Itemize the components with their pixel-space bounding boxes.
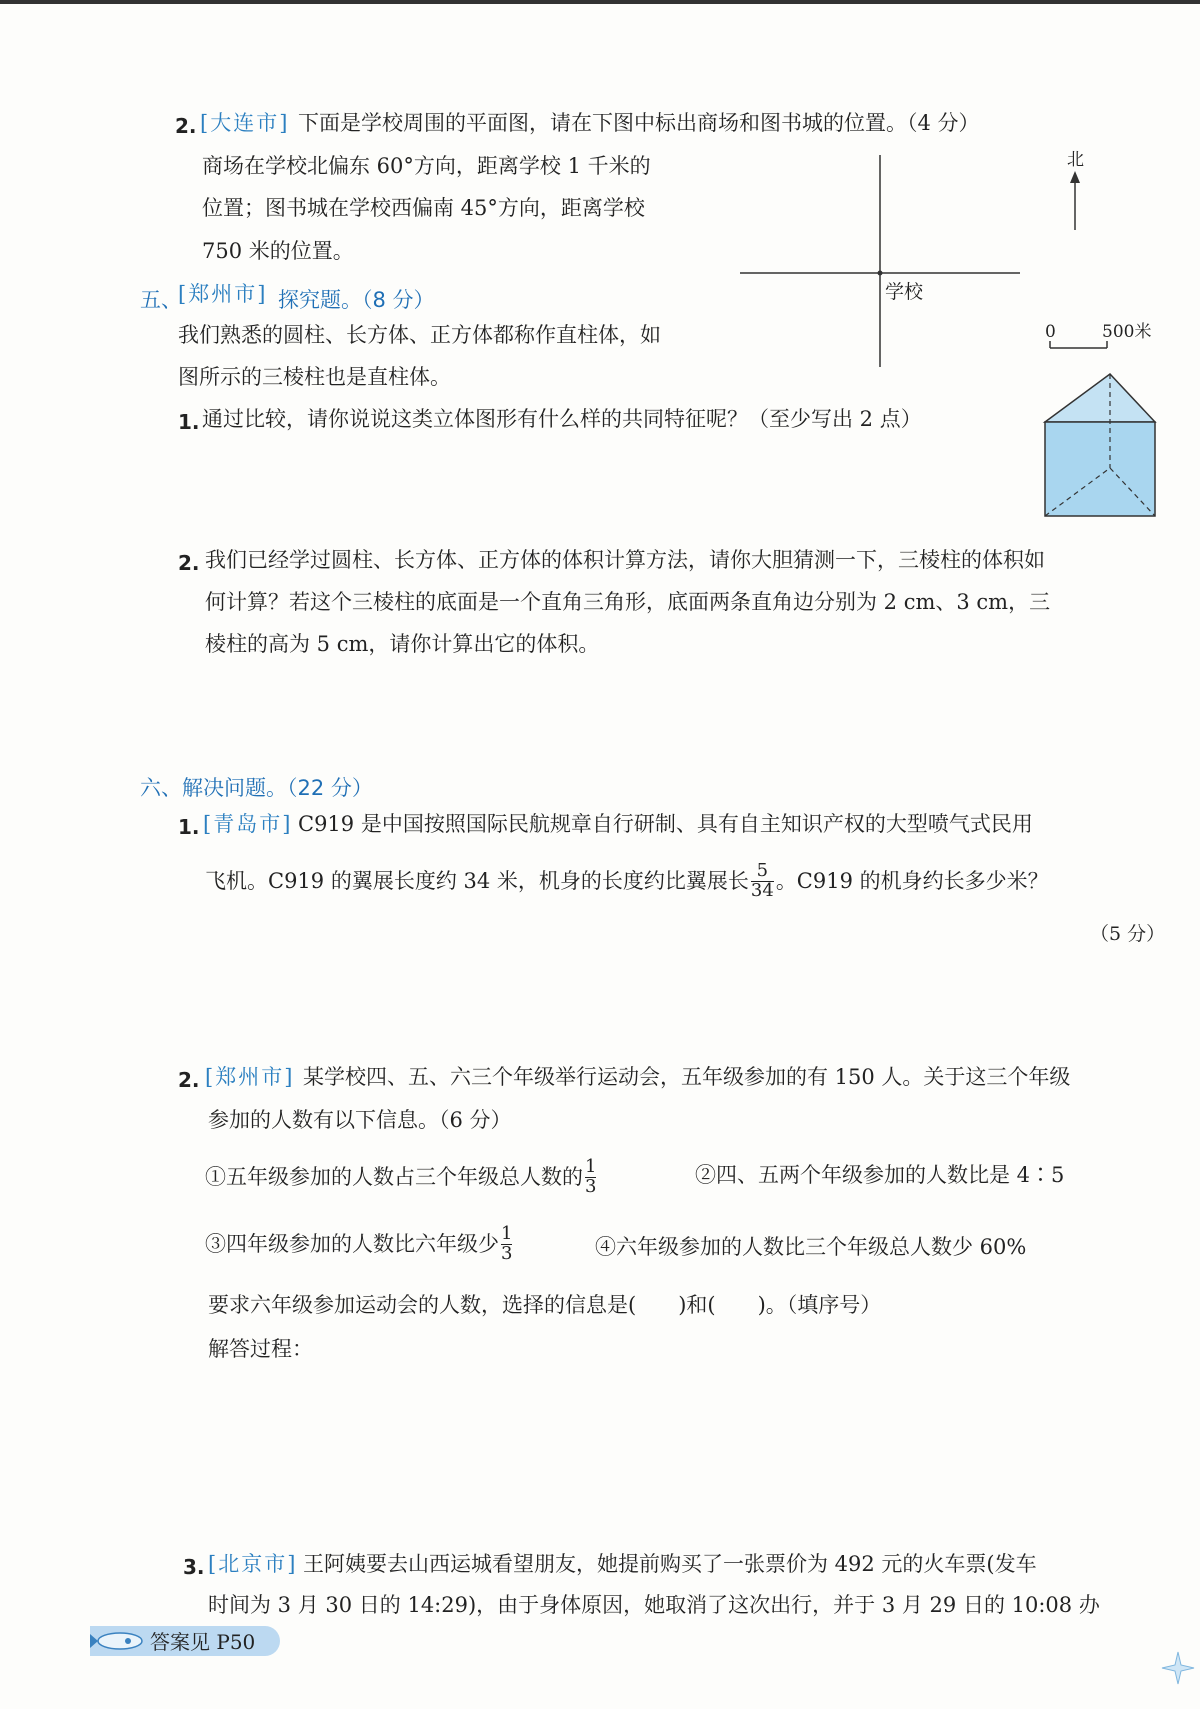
answer-reference: 答案见 P50	[150, 1630, 256, 1654]
question-number: 2.	[175, 114, 197, 138]
school-map	[735, 145, 1155, 375]
north-label: 北	[1067, 150, 1084, 170]
question-text: 王阿姨要去山西运城看望朋友，她提前购买了一张票价为 492 元的火车票(发车	[303, 1552, 1037, 1576]
question-number: 2.	[178, 1068, 200, 1092]
score: （5 分）	[1090, 923, 1166, 945]
question-number: 1.	[178, 410, 200, 434]
question-text: 时间为 3 月 30 日的 14:29)，由于身体原因，她取消了这次出行，并于 3 月 29 日的 10:08 办	[208, 1593, 1100, 1617]
question-text: C919 是中国按照国际民航规章自行研制、具有自主知识产权的大型喷气式民用	[298, 812, 1033, 836]
question-number: 2.	[178, 551, 200, 575]
school-label: 学校	[885, 281, 924, 303]
city-tag: [ 郑州市 ]	[178, 284, 267, 305]
intro-line: 图所示的三棱柱也是直柱体。	[178, 365, 451, 389]
scale-zero: 0	[1045, 322, 1056, 342]
city-tag: [ 大连市 ]	[200, 113, 289, 134]
question-line: 750 米的位置。	[202, 239, 354, 263]
question-text: 棱柱的高为 5 cm，请你计算出它的体积。	[205, 632, 600, 656]
question-text: 我们已经学过圆柱、长方体、正方体的体积计算方法，请你大胆猜测一下，三棱柱的体积如	[205, 548, 1045, 572]
info-2: ②四、五两个年级参加的人数比是 4∶5	[695, 1163, 1065, 1187]
question-number: 1.	[178, 815, 200, 839]
fraction: $\frac{5}{34}$	[750, 860, 774, 901]
question-number: 3.	[183, 1555, 205, 1579]
rocket-icon	[90, 1628, 150, 1654]
scale-label: 500米	[1102, 322, 1152, 342]
question-text: 通过比较，请你说说这类立体图形有什么样的共同特征呢？（至少写出 2 点）	[202, 407, 922, 431]
info-1: ①五年级参加的人数占三个年级总人数的 $\frac{1}{3}$	[205, 1156, 597, 1197]
intro-line: 我们熟悉的圆柱、长方体、正方体都称作直柱体，如	[178, 323, 661, 347]
info-3: ③四年级参加的人数比六年级少 $\frac{1}{3}$	[205, 1223, 513, 1264]
question-text: 何计算？若这个三棱柱的底面是一个直角三角形，底面两条直角边分别为 2 cm、3 cm，三	[205, 590, 1051, 614]
question-text: 下面是学校周围的平面图，请在下图中标出商场和图书城的位置。（4 分）	[298, 111, 980, 135]
section-heading: 六、解决问题。（22 分）	[140, 776, 373, 800]
section-number: 五、	[140, 288, 182, 312]
question-line: 位置；图书城在学校西偏南 45°方向，距离学校	[202, 196, 645, 220]
question-text: 要求六年级参加运动会的人数，选择的信息是( )和( )。（填序号）	[208, 1293, 882, 1317]
city-tag: [ 郑州市 ]	[205, 1067, 294, 1088]
top-border	[0, 0, 1200, 4]
question-line: 飞机。C919 的翼展长度约 34 米，机身的长度约比翼展长 $\frac{5}{34}$ 。C919 的机身约长多少米？	[205, 860, 1049, 901]
city-tag: [ 青岛市 ]	[203, 814, 292, 835]
section-heading: 探究题。（8 分）	[278, 288, 435, 312]
fraction: $\frac{1}{3}$	[585, 1156, 597, 1197]
star-icon	[1160, 1650, 1196, 1686]
answer-label: 解答过程：	[208, 1337, 313, 1361]
question-line: 商场在学校北偏东 60°方向，距离学校 1 千米的	[202, 154, 651, 178]
fraction: $\frac{1}{3}$	[501, 1223, 513, 1264]
question-text: 参加的人数有以下信息。（6 分）	[208, 1108, 512, 1132]
school-point	[878, 271, 883, 276]
info-4: ④六年级参加的人数比三个年级总人数少 60%	[595, 1235, 1027, 1259]
triangular-prism-figure	[1040, 370, 1170, 530]
city-tag: [ 北京市 ]	[208, 1554, 297, 1575]
question-text: 某学校四、五、六三个年级举行运动会，五年级参加的有 150 人。关于这三个年级	[303, 1065, 1071, 1089]
north-arrow-head-icon	[1070, 171, 1080, 183]
